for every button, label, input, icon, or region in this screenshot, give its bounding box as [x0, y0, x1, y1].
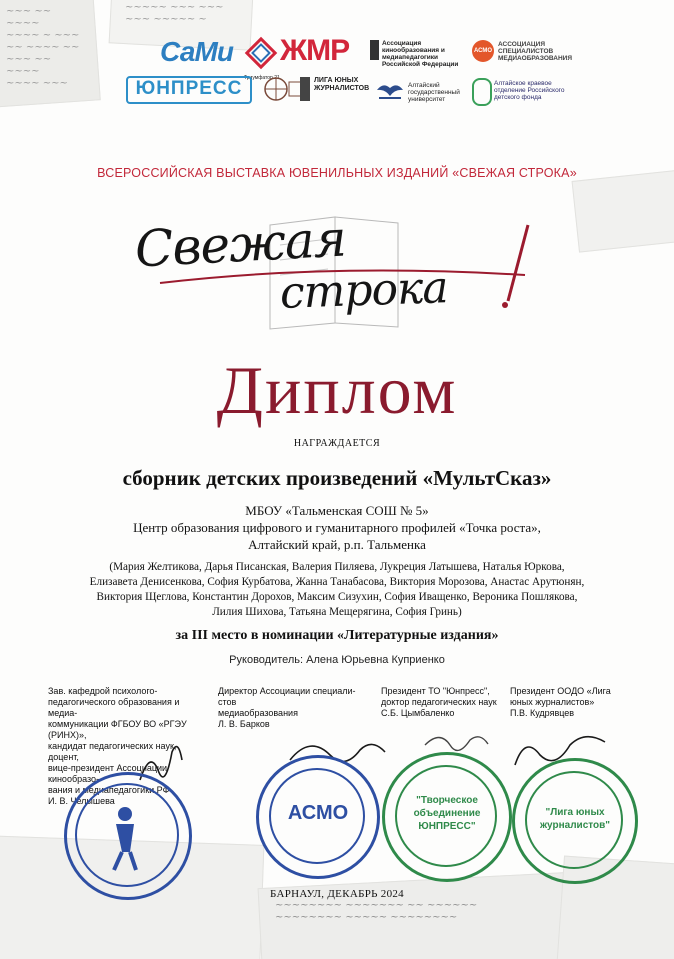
eagle-icon [375, 80, 405, 102]
background-scribble-top-left: ~~~ ~~ ~~~~ ~~~~ ~ ~~~ ~~ ~~~~ ~~ ~~~ ~~ ~~~~ ~~~~ ~~~ [6, 6, 80, 89]
script-line-1: Свежая [133, 209, 348, 279]
agu-logo [375, 80, 460, 107]
script-line-2: строка [279, 262, 449, 319]
zhmr-text: ЖМР [280, 34, 350, 67]
org-line-2: Центр образования цифрового и гуманитарного профилей «Точка роста», [133, 520, 541, 535]
pencil-icon [300, 77, 310, 101]
seal-liga-line-1: "Лига юных [545, 807, 605, 818]
seal-liga [512, 758, 638, 884]
seal-unpress-line-1: "Творческое [416, 795, 478, 806]
leader: Руководитель: Алена Юрьевна Куприенко [229, 654, 445, 666]
authors-line-2: Елизавета Денисенкова, София Курбатова, Жанна Танабасова, Виктория Морозова, Анастас Арутюнян, [89, 576, 585, 588]
authors-line-1: (Мария Желтикова, Дарья Писанская, Валерия Пиляева, Лукреция Латышева, Наталья Юркова, [109, 561, 565, 573]
zhmr-wordmark [280, 34, 349, 68]
zhmr-subtitle: Триумфатор 21 [244, 75, 280, 81]
fond-text: Алтайское краевое отделение Российского детского фонда [494, 80, 565, 101]
globe-icon [262, 76, 302, 102]
org-line-3: Алтайский край, р.п. Тальменка [248, 537, 426, 552]
diploma-title: Диплом [216, 352, 458, 428]
seal-unpress-line-3: ЮНПРЕСС" [418, 821, 476, 832]
signature-tsymbalenko [425, 737, 488, 751]
globe-logo [262, 76, 302, 107]
asmo-badge: АСМО [472, 40, 494, 62]
exhibition-title: ВСЕРОССИЙСКАЯ ВЫСТАВКА ЮВЕНИЛЬНЫХ ИЗДАНИЙ «СВЕЖАЯ СТРОКА» [97, 166, 577, 180]
background-paper-right [572, 169, 674, 252]
seal-association-kino [64, 772, 192, 900]
samy-logo-text: СаМи [160, 36, 233, 67]
film-icon [370, 40, 379, 60]
seal-unpress [382, 752, 512, 882]
signature-block-tsymbalenko: Президент ТО "Юнпресс", доктор педагогических наук С.Б. Цымбаленко [381, 686, 497, 718]
agu-text: Алтайский государственный университет [408, 82, 460, 103]
child-fund-icon [472, 78, 492, 106]
samy-logo [160, 36, 233, 68]
authors-line-4: Лилия Шихова, Татьяна Мещерягина, София Гринь) [212, 606, 462, 618]
asmo-text: АССОЦИАЦИЯ СПЕЦИАЛИСТОВ МЕДИАОБРАЗОВАНИЯ [498, 41, 572, 62]
signature-block-kudryavtsev: Президент ООДО «Лига юных журналистов» П.В. Кудрявцев [510, 686, 611, 718]
seal-liga-line-2: журналистов" [539, 820, 611, 831]
knot-icon [244, 36, 278, 70]
unpress-logo [126, 76, 252, 104]
seal-unpress-line-2: объединение [413, 808, 481, 819]
unpress-text: ЮНПРЕСС [135, 78, 243, 99]
awarded-label: НАГРАЖДАЕТСЯ [293, 438, 381, 449]
city-date: БАРНАУЛ, ДЕКАБРЬ 2024 [270, 888, 404, 900]
place-nomination: за III место в номинации «Литературные издания» [175, 628, 499, 643]
signature-block-chelysheva: Зав. кафедрой психолого- педагогического образования и медиа- коммуникации ФГБОУ ВО «РГЭУ (РИНХ)», кандидат педагогических наук, доцент, вице-президент Ассоциации кинообразо- вания и медиапедагогики РФ И. В. Челышева [48, 686, 187, 806]
seal-asmo-text: АСМО [287, 802, 349, 824]
liga-text: ЛИГА ЮНЫХ ЖУРНАЛИСТОВ [314, 77, 370, 92]
work-title: сборник детских произведений «МультСказ» [122, 466, 552, 490]
authors-line-3: Виктория Щеглова, Константин Дорохов, Максим Сизухин, София Иващенко, Вероника Пошлякова, [96, 591, 578, 603]
signature-block-barkov: Директор Ассоциации специали- стов медиаобразования Л. В. Барков [218, 686, 356, 729]
background-scribble-bottom: ~~~~~~~~ ~~~~~~~ ~~ ~~~~~~ ~~~~~~~~ ~~~~~ ~~~~~~~~ [275, 900, 478, 923]
org-line-1: МБОУ «Тальменская СОШ № 5» [245, 503, 429, 518]
svezhaya-stroka-logo [130, 205, 550, 345]
background-scribble-top-center: ~~~~~ ~~~ ~~~ ~~~ ~~~~~ ~ [125, 2, 224, 25]
association-kino-text: Ассоциация кинообразования и медиапедагогики Российской Федерации [382, 40, 459, 68]
seal-asmo [256, 755, 380, 879]
figure-emblem-icon [64, 772, 186, 894]
